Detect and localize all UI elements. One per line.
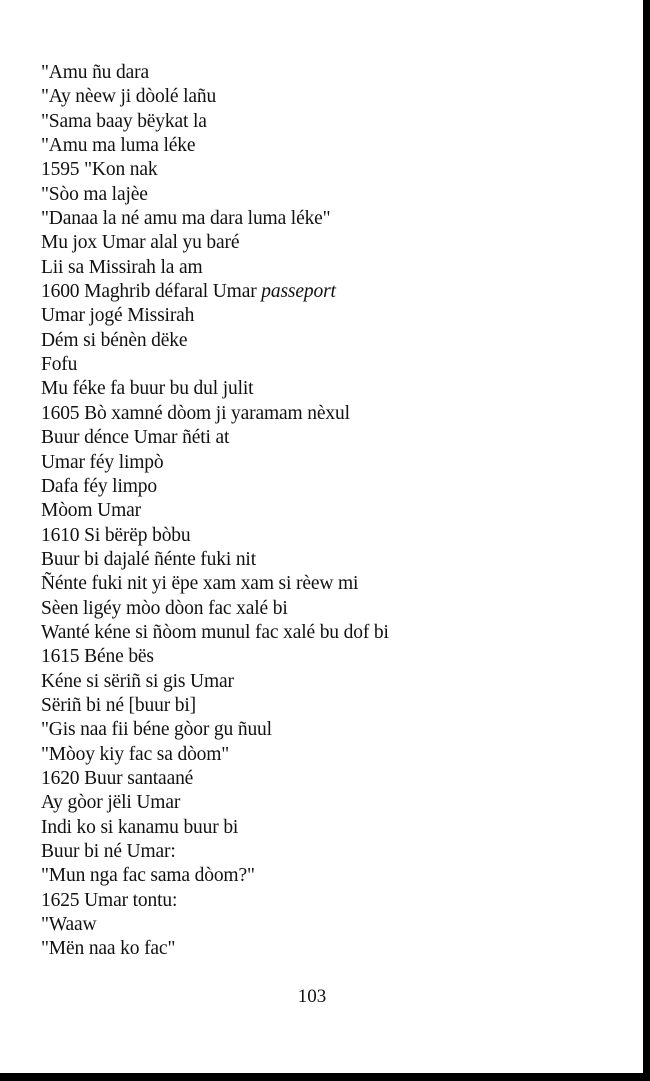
text-line [41,694,631,718]
text-line-content: 1625 Umar tontu: [41,889,178,911]
text-line-content: Fofu [41,354,78,376]
text-line-content: Mu jox Umar alal yu baré [41,232,240,254]
text-line [41,548,631,572]
text-line [41,475,631,499]
text-line [41,743,631,767]
text-line-content: "Mun nga fac sama dòom?" [41,865,255,887]
italic-word: passeport [261,281,336,303]
text-line-content: Buur bi né Umar: [41,841,176,862]
text-line-content: 1605 Bò xamné dòom ji yaramam nèxul [41,402,350,424]
text-line [41,304,631,328]
text-line-content: "Mën naa ko fac" [41,938,176,960]
text-line-content: Wanté kéne si ñòom munul fac xalé bu dof bi [41,621,389,643]
text-line-content: Ñénte fuki nit yi ëpe xam xam si rèew mi [41,573,359,595]
text-line [41,889,631,913]
text-line-content: "Ay nèew ji dòolé lañu [41,86,217,108]
text-line-content: 1610 Si bërëp bòbu [41,524,191,546]
text-line [41,572,631,596]
text-line-content: 1595 "Kon nak [41,159,158,181]
text-line [41,597,631,621]
text-line-content: 1600 Maghrib défaral Umar [41,281,262,303]
text-line-content: "Amu ma luma léke [41,135,196,157]
text-line-content: "Gis naa fii béne gòor gu ñuul [41,719,272,741]
text-line [41,718,631,742]
text-line-content: Buur dénce Umar ñéti at [41,427,230,449]
text-line-content: "Amu ñu dara [41,62,149,83]
text-line [41,864,631,888]
scan-border-right [643,0,650,1081]
text-line [41,377,631,401]
text-line [41,937,631,961]
text-line-content: 1615 Béne bës [41,646,154,668]
text-line-content: "Mòoy kiy fac sa dòom" [41,743,230,765]
text-line [41,645,631,669]
text-line [41,621,631,645]
text-line-content: Lii sa Missirah la am [41,256,203,278]
text-line-content: Umar féy limpò [41,451,164,473]
poem-text-block [41,61,631,962]
text-line [41,61,631,85]
text-line [41,183,631,207]
text-line [41,499,631,523]
text-line [41,280,631,304]
text-line [41,158,631,182]
page-number: 103 [297,986,327,1007]
text-line [41,816,631,840]
text-line [41,110,631,134]
text-line [41,353,631,377]
text-line [41,840,631,864]
text-line [41,767,631,791]
text-line [41,913,631,937]
text-line-content: Indi ko si kanamu buur bi [41,816,239,838]
text-line-content: "Danaa la né amu ma dara luma léke" [41,208,331,230]
text-line-content: Umar jogé Missirah [41,305,195,327]
text-line [41,134,631,158]
text-line [41,207,631,231]
text-line-content: Mu féke fa buur bu dul julit [41,378,254,400]
text-line-content: Dém si bénèn dëke [41,329,188,351]
text-line-content: "Waaw [41,914,97,936]
text-line-content: "Sama baay bëykat la [41,110,207,132]
text-line [41,256,631,280]
text-line-content: Mòom Umar [41,500,141,522]
text-line-content: Dafa féy limpo [41,475,157,497]
text-line [41,791,631,815]
text-line [41,451,631,475]
text-line-content: Buur bi dajalé ñénte fuki nit [41,548,256,570]
text-line-content: Ay gòor jëli Umar [41,792,181,814]
text-line-content: Sëriñ bi né [buur bi] [41,694,196,716]
text-line [41,85,631,109]
text-line [41,524,631,548]
scan-border-bottom [0,1073,650,1081]
text-line-content: "Sòo ma lajèe [41,183,148,205]
text-line [41,329,631,353]
text-line-content: Kéne si sëriñ si gis Umar [41,670,234,692]
text-line [41,231,631,255]
text-line-content: 1620 Buur santaané [41,767,194,789]
text-line [41,402,631,426]
text-line [41,670,631,694]
text-line [41,426,631,450]
text-line-content: Sèen ligéy mòo dòon fac xalé bi [41,597,288,619]
